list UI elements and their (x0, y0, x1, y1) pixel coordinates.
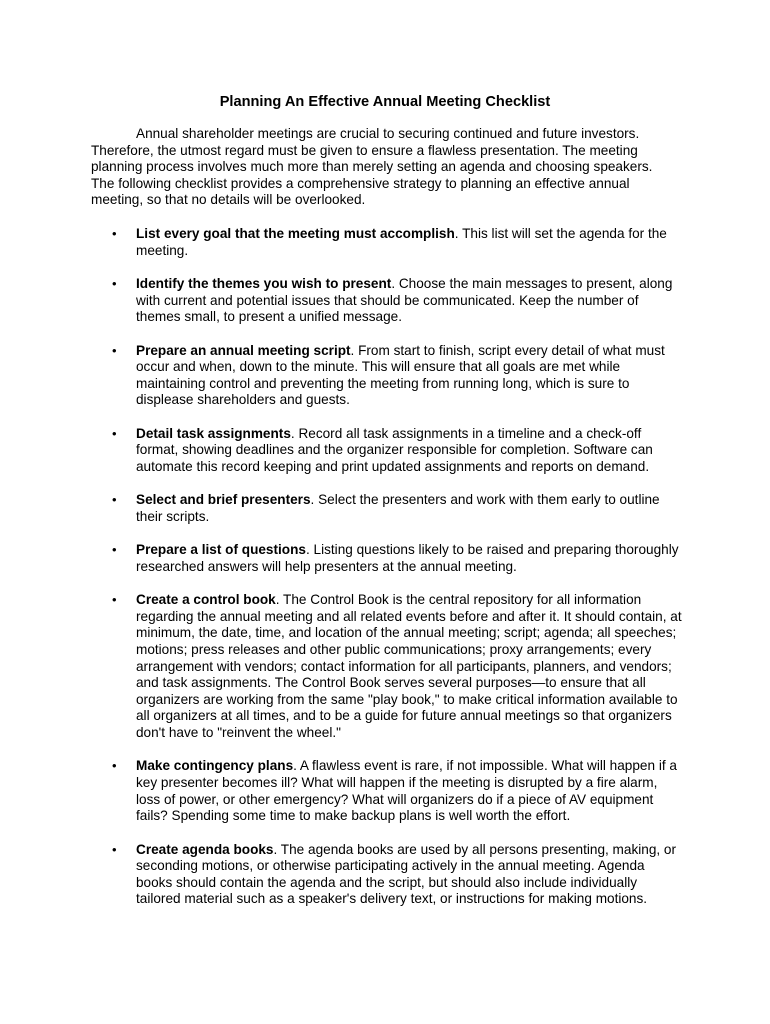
checklist-item-heading: Detail task assignments (136, 425, 291, 441)
checklist-item-heading: Make contingency plans (136, 758, 294, 774)
checklist-item-body: . Select the presenters and work with them early to outline their scripts. (136, 492, 660, 524)
checklist-item-heading: Identify the themes you wish to present (136, 275, 392, 291)
bullet-icon: • (112, 425, 117, 441)
checklist-item-body: . The Control Book is the central repository for all information regarding the annual meeting and all related events before and after it. It should contain, at minimum, the date, time, and location of the annual meeting; script; agenda; all speeches; motions; press releases and other public communications; proxy arrangements; every arrangement with vendors; contact information for all participants, planners, and vendors; and task assignments. The Control Book serves several purposes—to ensure that all organizers are working from the same "play book," to make critical information available to all organizers at all times, and to be a guide for future annual meetings so that organizers don't have to "reinvent the wheel." (136, 592, 682, 741)
checklist-item-goals (0, 226, 684, 259)
checklist-item-questions (0, 542, 684, 575)
intro-paragraph: Annual shareholder meetings are crucial to securing continued and future investors. Therefore, the utmost regard must be given to ensure a flawless presentation. The meeting planning process involves much more than merely setting an agenda and choosing speakers. The following checklist provides a comprehensive strategy to planning an effective annual meeting, so that no details will be overlooked. (91, 126, 653, 208)
checklist-item-heading: Create agenda books (136, 841, 274, 857)
checklist-item-heading: Create a control book (136, 592, 276, 608)
bullet-icon: • (112, 841, 117, 857)
checklist-item-control-book (0, 592, 684, 741)
checklist-item-body: . A flawless event is rare, if not impossible. What will happen if a key presenter becomes ill? What will happen if the meeting is disrupted by a fire alarm, loss of power, or other emergency? What will organizers do if a piece of AV equipment fails? Spending some time to make backup plans is well worth the effort. (136, 758, 677, 824)
bullet-icon: • (112, 342, 117, 358)
checklist-item-contingency (0, 758, 684, 824)
checklist-item-heading: Select and brief presenters (136, 492, 311, 508)
checklist-item-heading: Prepare a list of questions (136, 542, 306, 558)
checklist-item-body: . Listing questions likely to be raised and preparing thoroughly researched answers will help presenters at the annual meeting. (136, 542, 679, 574)
checklist-item-heading: Prepare an annual meeting script (136, 342, 351, 358)
checklist-item-agenda-books (0, 842, 684, 908)
bullet-icon: • (112, 592, 117, 608)
checklist (0, 226, 770, 925)
checklist-item-presenters (0, 492, 684, 525)
checklist-item-body: . The agenda books are used by all persons presenting, making, or seconding motions, or otherwise participating actively in the annual meeting. Agenda books should contain the agenda and the script, but should also include individually tailored material such as a speaker's delivery text, or instructions for making motions. (136, 841, 677, 907)
bullet-icon: • (112, 275, 117, 291)
page-title: Planning An Effective Annual Meeting Checklist (219, 94, 551, 110)
checklist-item-heading: List every goal that the meeting must accomplish (136, 226, 455, 241)
bullet-icon: • (112, 542, 117, 558)
checklist-item-body: . From start to finish, script every detail of what must occur and when, down to the minute. This will ensure that all goals are met while maintaining control and preventing the meeting from running long, which is sure to displease shareholders and guests. (136, 342, 665, 408)
bullet-icon: • (112, 492, 117, 508)
bullet-icon: • (112, 226, 117, 241)
checklist-item-body: . Choose the main messages to present, along with current and potential issues that should be communicated. Keep the number of themes small, to present a unified message. (136, 275, 673, 325)
checklist-item-tasks (0, 426, 684, 476)
checklist-item-body: . This list will set the agenda for the meeting. (136, 226, 667, 258)
checklist-item-body: . Record all task assignments in a timeline and a check-off format, showing deadlines and the organizer responsible for completion. Software can automate this record keeping and print updated assignments and reports on demand. (136, 425, 653, 474)
bullet-icon: • (112, 758, 117, 774)
checklist-item-themes (0, 276, 684, 326)
checklist-item-script (0, 343, 684, 409)
